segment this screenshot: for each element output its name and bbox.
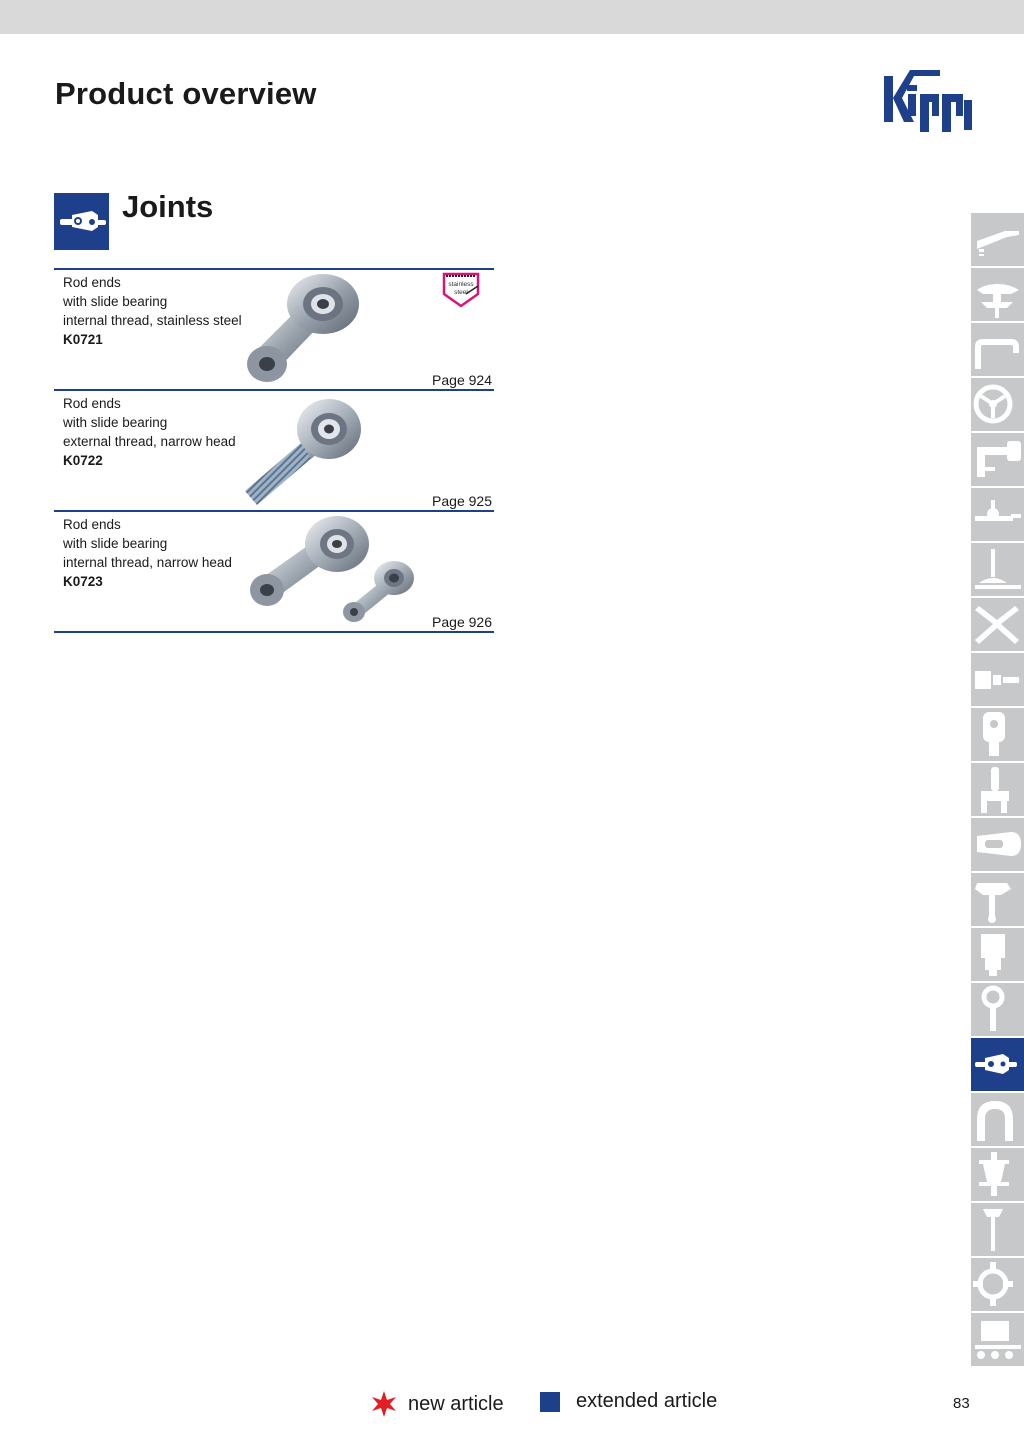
page-reference[interactable]: Page 925 [432,493,492,509]
conveyor-icon [971,1313,1024,1366]
legend-new-label: new article [408,1392,504,1415]
tab-locator[interactable] [971,1258,1024,1311]
tab-star-knob[interactable] [971,598,1024,651]
product-description [63,273,242,349]
product-name: Rod ends [63,517,121,532]
product-feature: with slide bearing [63,415,168,430]
product-item-k0721[interactable] [54,268,494,389]
handwheel-icon [971,378,1024,431]
leveling-foot-icon [971,543,1024,596]
tab-handwheel[interactable] [971,378,1024,431]
tab-toggle-clamp[interactable] [971,763,1024,816]
star-knob-icon [971,598,1024,651]
tab-hand-grip[interactable] [971,708,1024,761]
locator-icon [971,1258,1024,1311]
product-name: Rod ends [63,275,121,290]
tab-conveyor[interactable] [971,1313,1024,1366]
tab-crank[interactable] [971,433,1024,486]
ball-lock-pin-icon [971,873,1024,926]
page-number: 83 [953,1395,970,1412]
crank-icon [971,433,1024,486]
tab-joints[interactable] [971,1038,1024,1091]
joint-icon [54,193,109,250]
product-code: K0721 [63,332,103,347]
product-item-k0723[interactable] [54,510,494,633]
tab-clamping-lever[interactable] [971,268,1024,321]
stainless-steel-badge [440,272,482,308]
square-icon [540,1392,560,1412]
legend-extended-article [540,1390,717,1413]
tab-ball-lock-pin[interactable] [971,873,1024,926]
tab-quick-connector[interactable] [971,653,1024,706]
position-indicator-icon [971,818,1024,871]
spring-plunger-icon [971,928,1024,981]
page-reference[interactable]: Page 926 [432,614,492,630]
pin-icon [971,1203,1024,1256]
top-band [0,0,1024,34]
rod-end-external-thread-image [239,393,429,507]
rod-end-internal-thread-image [239,272,429,386]
joint-icon [971,1038,1024,1091]
toggle-clamp-icon [971,763,1024,816]
magnet-icon [971,1093,1024,1146]
product-variant: external thread, narrow head [63,434,236,449]
page-title: Product overview [55,76,317,111]
product-item-k0722[interactable] [54,389,494,510]
handle-icon [971,323,1024,376]
hand-grip-icon [971,708,1024,761]
badge-text-2: steel [454,289,468,296]
lever-icon [971,213,1024,266]
vibration-mount-icon [971,1148,1024,1201]
section-title: Joints [122,189,214,224]
legend-new-article [370,1390,504,1418]
tab-lever[interactable] [971,213,1024,266]
kipp-logo [880,62,976,134]
clamping-lever-icon [971,268,1024,321]
tab-magnet[interactable] [971,1093,1024,1146]
category-sidebar [971,213,1024,1368]
product-description [63,515,232,591]
tab-pin[interactable] [971,1203,1024,1256]
product-variant: internal thread, stainless steel [63,313,242,328]
product-feature: with slide bearing [63,536,168,551]
legend-extended-label: extended article [576,1390,718,1412]
tab-eye-bolt[interactable] [971,983,1024,1036]
tab-indexing-plunger[interactable] [971,488,1024,541]
eye-bolt-icon [971,983,1024,1036]
product-name: Rod ends [63,396,121,411]
product-variant: internal thread, narrow head [63,555,232,570]
product-list [54,268,494,633]
star-icon [370,1390,398,1418]
product-feature: with slide bearing [63,294,168,309]
quick-connector-icon [971,653,1024,706]
tab-vibration-mount[interactable] [971,1148,1024,1201]
rod-end-narrow-head-image [239,514,429,628]
indexing-plunger-icon [971,488,1024,541]
product-code: K0723 [63,574,103,589]
product-code: K0722 [63,453,103,468]
tab-position-indicator[interactable] [971,818,1024,871]
tab-spring-plunger[interactable] [971,928,1024,981]
badge-text-1: stainless [448,281,474,288]
product-description [63,394,236,470]
page-reference[interactable]: Page 924 [432,372,492,388]
tab-leveling-foot[interactable] [971,543,1024,596]
tab-handle[interactable] [971,323,1024,376]
